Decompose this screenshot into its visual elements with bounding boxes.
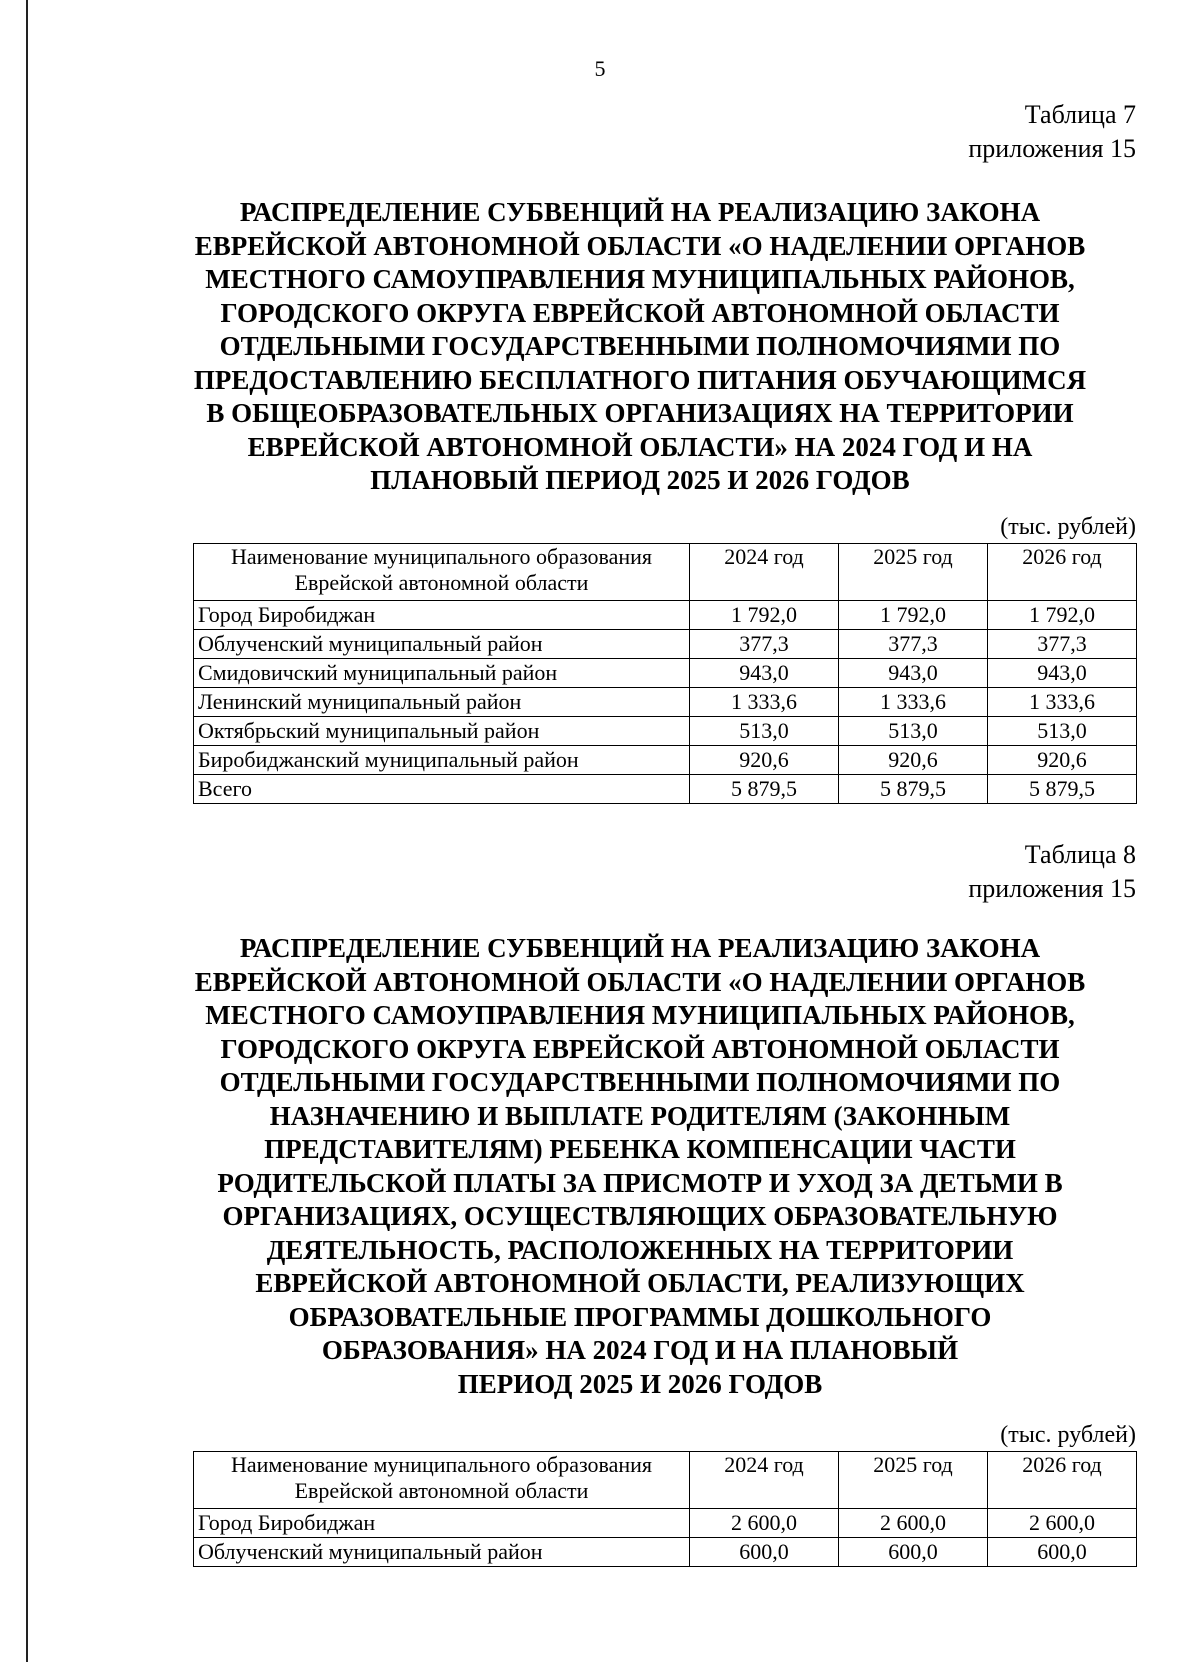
heading-line: МЕСТНОГО САМОУПРАВЛЕНИЯ МУНИЦИПАЛЬНЫХ РАЙОНОВ, (205, 1000, 1075, 1030)
heading-line: ПЛАНОВЫЙ ПЕРИОД 2025 И 2026 ГОДОВ (370, 465, 910, 495)
cell-2025: 1 792,0 (839, 601, 988, 630)
cell-2024: 1 333,6 (690, 688, 839, 717)
heading-line: РАСПРЕДЕЛЕНИЕ СУБВЕНЦИЙ НА РЕАЛИЗАЦИЮ ЗАКОНА (239, 197, 1041, 227)
cell-2026: 600,0 (988, 1538, 1137, 1567)
cell-2026: 2 600,0 (988, 1509, 1137, 1538)
heading-line: ОТДЕЛЬНЫМИ ГОСУДАРСТВЕННЫМИ ПОЛНОМОЧИЯМИ ПО (219, 1067, 1061, 1097)
cell-2025: 513,0 (839, 717, 988, 746)
cell-municipality: Город Биробиджан (194, 601, 690, 630)
table-row (194, 688, 1137, 717)
cell-municipality: Смидовичский муниципальный район (194, 659, 690, 688)
heading-line: В ОБЩЕОБРАЗОВАТЕЛЬНЫХ ОРГАНИЗАЦИЯХ НА ТЕРРИТОРИИ (206, 398, 1074, 428)
column-header: 2024 год (690, 544, 839, 601)
column-header: 2025 год (839, 544, 988, 601)
column-header: 2025 год (839, 1452, 988, 1509)
table7-ref-line2: приложения 15 (968, 134, 1136, 163)
table-header-row (194, 1452, 1137, 1509)
cell-2025: 5 879,5 (839, 775, 988, 804)
table-row (194, 601, 1137, 630)
table-row (194, 1509, 1137, 1538)
heading-line: РОДИТЕЛЬСКОЙ ПЛАТЫ ЗА ПРИСМОТР И УХОД ЗА ДЕТЬМИ В (217, 1167, 1063, 1198)
table7-heading (140, 196, 1140, 498)
table-row (194, 1538, 1137, 1567)
column-header: 2026 год (988, 544, 1137, 601)
cell-2024: 2 600,0 (690, 1509, 839, 1538)
cell-municipality: Биробиджанский муниципальный район (194, 746, 690, 775)
heading-line: ПЕРИОД 2025 И 2026 ГОДОВ (457, 1368, 823, 1399)
table-row (194, 630, 1137, 659)
cell-2024: 513,0 (690, 717, 839, 746)
cell-2024: 943,0 (690, 659, 839, 688)
cell-2025: 2 600,0 (839, 1509, 988, 1538)
heading-line: ОТДЕЛЬНЫМИ ГОСУДАРСТВЕННЫМИ ПОЛНОМОЧИЯМИ ПО (219, 331, 1061, 361)
table8-heading (140, 932, 1140, 1401)
cell-2026: 1 792,0 (988, 601, 1137, 630)
cell-municipality: Всего (194, 775, 690, 804)
heading-line: ЕВРЕЙСКОЙ АВТОНОМНОЙ ОБЛАСТИ «О НАДЕЛЕНИИ ОРГАНОВ (194, 230, 1086, 261)
cell-2026: 920,6 (988, 746, 1137, 775)
cell-2024: 1 792,0 (690, 601, 839, 630)
cell-2026: 1 333,6 (988, 688, 1137, 717)
heading-line: ДЕЯТЕЛЬНОСТЬ, РАСПОЛОЖЕННЫХ НА ТЕРРИТОРИИ (266, 1234, 1014, 1265)
heading-line: ОБРАЗОВАНИЯ» НА 2024 ГОД И НА ПЛАНОВЫЙ (321, 1335, 959, 1365)
table7-reference (968, 98, 1136, 166)
table7-unit: (тыс. рублей) (1000, 514, 1136, 540)
cell-2026: 513,0 (988, 717, 1137, 746)
heading-line: МЕСТНОГО САМОУПРАВЛЕНИЯ МУНИЦИПАЛЬНЫХ РАЙОНОВ, (205, 264, 1075, 294)
heading-line: НАЗНАЧЕНИЮ И ВЫПЛАТЕ РОДИТЕЛЯМ (ЗАКОННЫМ (269, 1100, 1011, 1131)
cell-2025: 920,6 (839, 746, 988, 775)
cell-2025: 600,0 (839, 1538, 988, 1567)
cell-2024: 600,0 (690, 1538, 839, 1567)
heading-line: ЕВРЕЙСКОЙ АВТОНОМНОЙ ОБЛАСТИ, РЕАЛИЗУЮЩИХ (255, 1268, 1025, 1298)
table-row (194, 717, 1137, 746)
table8-reference (968, 838, 1136, 906)
heading-line: ЕВРЕЙСКОЙ АВТОНОМНОЙ ОБЛАСТИ «О НАДЕЛЕНИИ ОРГАНОВ (194, 966, 1086, 997)
table8-ref-line2: приложения 15 (968, 874, 1136, 903)
binding-margin-line (26, 0, 28, 1662)
cell-municipality: Ленинский муниципальный район (194, 688, 690, 717)
heading-line: ОРГАНИЗАЦИЯХ, ОСУЩЕСТВЛЯЮЩИХ ОБРАЗОВАТЕЛЬНУЮ (222, 1201, 1058, 1231)
cell-municipality: Город Биробиджан (194, 1509, 690, 1538)
cell-2024: 920,6 (690, 746, 839, 775)
table-total-row (194, 775, 1137, 804)
cell-2024: 5 879,5 (690, 775, 839, 804)
cell-municipality: Облученский муниципальный район (194, 1538, 690, 1567)
cell-2025: 943,0 (839, 659, 988, 688)
cell-municipality: Облученский муниципальный район (194, 630, 690, 659)
table7-ref-line1: Таблица 7 (1024, 100, 1136, 129)
heading-line: ЕВРЕЙСКОЙ АВТОНОМНОЙ ОБЛАСТИ» НА 2024 ГОД И НА (247, 431, 1033, 462)
table8-unit: (тыс. рублей) (1000, 1422, 1136, 1448)
cell-2026: 5 879,5 (988, 775, 1137, 804)
heading-line: ГОРОДСКОГО ОКРУГА ЕВРЕЙСКОЙ АВТОНОМНОЙ ОБЛАСТИ (220, 1033, 1060, 1064)
cell-2024: 377,3 (690, 630, 839, 659)
cell-2026: 943,0 (988, 659, 1137, 688)
table-row (194, 659, 1137, 688)
column-header: Наименование муниципального образования Еврейской автономной области (194, 1452, 690, 1509)
column-header: 2024 год (690, 1452, 839, 1509)
cell-2025: 1 333,6 (839, 688, 988, 717)
table7 (193, 543, 1137, 804)
column-header: 2026 год (988, 1452, 1137, 1509)
heading-line: ПРЕДОСТАВЛЕНИЮ БЕСПЛАТНОГО ПИТАНИЯ ОБУЧАЮЩИМСЯ (193, 364, 1087, 395)
cell-2025: 377,3 (839, 630, 988, 659)
heading-line: ГОРОДСКОГО ОКРУГА ЕВРЕЙСКОЙ АВТОНОМНОЙ ОБЛАСТИ (220, 297, 1060, 328)
table8-ref-line1: Таблица 8 (1024, 840, 1136, 869)
cell-municipality: Октябрьский муниципальный район (194, 717, 690, 746)
heading-line: РАСПРЕДЕЛЕНИЕ СУБВЕНЦИЙ НА РЕАЛИЗАЦИЮ ЗАКОНА (239, 933, 1041, 963)
heading-line: ОБРАЗОВАТЕЛЬНЫЕ ПРОГРАММЫ ДОШКОЛЬНОГО (288, 1301, 992, 1332)
page-number: 5 (594, 56, 606, 81)
table-row (194, 746, 1137, 775)
table-header-row (194, 544, 1137, 601)
heading-line: ПРЕДСТАВИТЕЛЯМ) РЕБЕНКА КОМПЕНСАЦИИ ЧАСТИ (264, 1134, 1016, 1164)
table8 (193, 1451, 1137, 1567)
column-header: Наименование муниципального образования Еврейской автономной области (194, 544, 690, 601)
cell-2026: 377,3 (988, 630, 1137, 659)
